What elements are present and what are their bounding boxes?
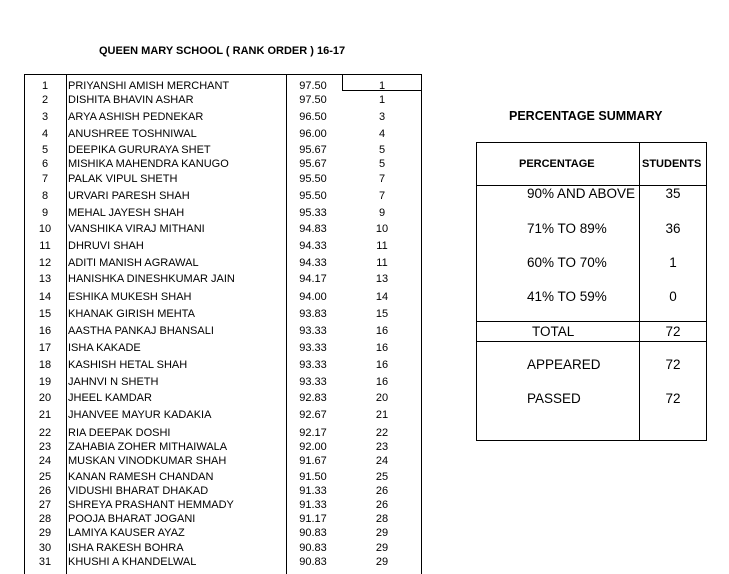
student-rank: 14 <box>375 291 389 303</box>
summary-row-label: 41% TO 59% <box>527 289 607 304</box>
summary-appeared-value: 72 <box>665 357 681 372</box>
student-percentage: 91.33 <box>299 485 327 497</box>
summary-header-students: STUDENTS <box>642 158 702 170</box>
student-percentage: 92.83 <box>299 392 327 404</box>
row-number: 21 <box>38 409 52 421</box>
summary-row-value: 0 <box>669 289 677 304</box>
row-number: 15 <box>38 308 52 320</box>
student-name: KHANAK GIRISH MEHTA <box>68 308 195 320</box>
student-rank: 7 <box>378 190 386 202</box>
student-rank: 29 <box>375 556 389 568</box>
student-rank: 13 <box>375 273 389 285</box>
row-number: 14 <box>38 291 52 303</box>
student-name: ARYA ASHISH PEDNEKAR <box>68 111 204 123</box>
student-name: KANAN RAMESH CHANDAN <box>68 471 214 483</box>
student-rank: 26 <box>375 485 389 497</box>
student-rank: 29 <box>375 542 389 554</box>
student-percentage: 92.17 <box>299 427 327 439</box>
row-number: 18 <box>38 359 52 371</box>
student-name: KHUSHI A KHANDELWAL <box>68 556 197 568</box>
row-number: 6 <box>41 158 49 170</box>
student-rank: 25 <box>375 471 389 483</box>
summary-divider <box>476 341 707 342</box>
student-name: JAHNVI N SHETH <box>68 376 159 388</box>
student-rank: 29 <box>375 527 389 539</box>
student-percentage: 90.83 <box>299 556 327 568</box>
student-name: ISHA RAKESH BOHRA <box>68 542 184 554</box>
student-percentage: 97.50 <box>299 80 327 92</box>
student-percentage: 93.33 <box>299 342 327 354</box>
row-number: 25 <box>38 471 52 483</box>
row-number: 24 <box>38 455 52 467</box>
summary-column-divider <box>639 142 640 441</box>
student-rank: 16 <box>375 376 389 388</box>
student-percentage: 95.50 <box>299 190 327 202</box>
row-number: 11 <box>39 240 51 252</box>
student-name: DHRUVI SHAH <box>68 240 144 252</box>
row-number: 31 <box>38 556 52 568</box>
student-name: JHANVEE MAYUR KADAKIA <box>68 409 212 421</box>
student-rank: 3 <box>378 111 386 123</box>
student-percentage: 97.50 <box>299 94 327 106</box>
student-percentage: 91.17 <box>299 513 327 525</box>
row-number: 26 <box>38 485 52 497</box>
summary-appeared-label: APPEARED <box>527 357 601 372</box>
summary-row-label: 60% TO 70% <box>527 255 607 270</box>
student-name: ISHA KAKADE <box>68 342 141 354</box>
row-number: 10 <box>38 223 52 235</box>
student-percentage: 96.00 <box>299 128 327 140</box>
row-number: 28 <box>38 513 52 525</box>
student-percentage: 91.50 <box>299 471 327 483</box>
student-name: KASHISH HETAL SHAH <box>68 359 188 371</box>
summary-header-percentage: PERCENTAGE <box>519 158 595 170</box>
student-rank: 10 <box>375 223 389 235</box>
student-rank: 23 <box>375 441 389 453</box>
row-number: 12 <box>38 257 52 269</box>
row-number: 20 <box>38 392 52 404</box>
student-name: ANUSHREE TOSHNIWAL <box>68 128 197 140</box>
student-percentage: 96.50 <box>299 111 327 123</box>
student-percentage: 94.33 <box>299 257 327 269</box>
student-name: ZAHABIA ZOHER MITHAIWALA <box>68 441 228 453</box>
student-name: DISHITA BHAVIN ASHAR <box>68 94 194 106</box>
row-number: 30 <box>38 542 52 554</box>
student-name: URVARI PARESH SHAH <box>68 190 190 202</box>
student-name: RIA DEEPAK DOSHI <box>68 427 171 439</box>
student-percentage: 93.33 <box>299 359 327 371</box>
student-percentage: 94.17 <box>299 273 327 285</box>
student-name: JHEEL KAMDAR <box>68 392 152 404</box>
student-percentage: 94.33 <box>299 240 327 252</box>
student-rank: 1 <box>378 94 386 106</box>
student-rank: 20 <box>375 392 389 404</box>
row-number: 4 <box>41 128 49 140</box>
row-number: 19 <box>38 376 52 388</box>
student-percentage: 91.67 <box>299 455 327 467</box>
student-name: DEEPIKA GURURAYA SHET <box>68 144 211 156</box>
row-number: 13 <box>38 273 52 285</box>
student-name: VIDUSHI BHARAT DHAKAD <box>68 485 209 497</box>
student-rank: 24 <box>375 455 389 467</box>
student-name: AASTHA PANKAJ BHANSALI <box>68 325 214 337</box>
student-percentage: 95.50 <box>299 173 327 185</box>
summary-row-value: 1 <box>669 255 677 270</box>
summary-row-label: 90% AND ABOVE <box>527 186 636 201</box>
summary-passed-label: PASSED <box>527 391 581 406</box>
student-rank: 15 <box>375 308 389 320</box>
row-number: 2 <box>41 94 49 106</box>
summary-title: PERCENTAGE SUMMARY <box>509 109 663 123</box>
student-rank: 7 <box>378 173 386 185</box>
row-number: 8 <box>41 190 49 202</box>
summary-total-value: 72 <box>665 324 681 339</box>
student-rank: 5 <box>378 158 386 170</box>
row-number: 16 <box>38 325 52 337</box>
student-percentage: 95.67 <box>299 144 327 156</box>
student-name: SHREYA PRASHANT HEMMADY <box>68 499 234 511</box>
row-number: 22 <box>38 427 52 439</box>
student-percentage: 93.83 <box>299 308 327 320</box>
student-rank: 5 <box>378 144 386 156</box>
summary-row-value: 36 <box>665 221 681 236</box>
row-number: 9 <box>41 207 49 219</box>
row-number: 27 <box>38 499 52 511</box>
student-name: VANSHIKA VIRAJ MITHANI <box>68 223 205 235</box>
student-name: PALAK VIPUL SHETH <box>68 173 178 185</box>
student-percentage: 93.33 <box>299 325 327 337</box>
student-percentage: 93.33 <box>299 376 327 388</box>
student-rank: 16 <box>375 342 389 354</box>
column-divider <box>286 74 287 574</box>
student-name: MISHIKA MAHENDRA KANUGO <box>68 158 229 170</box>
student-rank: 4 <box>378 128 386 140</box>
summary-total-label: TOTAL <box>532 324 575 339</box>
student-percentage: 92.67 <box>299 409 327 421</box>
row-number: 17 <box>38 342 52 354</box>
student-rank: 28 <box>375 513 389 525</box>
student-rank: 16 <box>375 359 389 371</box>
row-number: 7 <box>41 173 49 185</box>
student-rank: 16 <box>375 325 389 337</box>
column-divider <box>66 74 67 574</box>
summary-divider <box>476 321 707 322</box>
student-percentage: 95.33 <box>299 207 327 219</box>
student-rank: 26 <box>375 499 389 511</box>
student-percentage: 94.00 <box>299 291 327 303</box>
student-percentage: 95.67 <box>299 158 327 170</box>
student-rank: 11 <box>376 240 388 252</box>
student-name: LAMIYA KAUSER AYAZ <box>68 527 185 539</box>
student-percentage: 94.83 <box>299 223 327 235</box>
row-number: 3 <box>41 111 49 123</box>
student-name: ADITI MANISH AGRAWAL <box>68 257 199 269</box>
student-name: PRIYANSHI AMISH MERCHANT <box>68 80 230 92</box>
row-number: 29 <box>38 527 52 539</box>
student-rank: 22 <box>375 427 389 439</box>
row-number: 5 <box>41 144 49 156</box>
summary-passed-value: 72 <box>665 391 681 406</box>
student-percentage: 90.83 <box>299 527 327 539</box>
student-rank: 1 <box>378 80 386 92</box>
student-name: MEHAL JAYESH SHAH <box>68 207 185 219</box>
page-title: QUEEN MARY SCHOOL ( RANK ORDER ) 16-17 <box>99 45 346 57</box>
student-rank: 11 <box>376 257 388 269</box>
summary-row-value: 35 <box>665 186 681 201</box>
summary-row-label: 71% TO 89% <box>527 221 607 236</box>
student-name: ESHIKA MUKESH SHAH <box>68 291 192 303</box>
student-name: POOJA BHARAT JOGANI <box>68 513 196 525</box>
student-name: HANISHKA DINESHKUMAR JAIN <box>68 273 235 285</box>
row-number: 1 <box>41 80 49 92</box>
student-rank: 21 <box>375 409 389 421</box>
row-number: 23 <box>38 441 52 453</box>
student-name: MUSKAN VINODKUMAR SHAH <box>68 455 227 467</box>
student-rank: 9 <box>378 207 386 219</box>
student-percentage: 91.33 <box>299 499 327 511</box>
student-percentage: 90.83 <box>299 542 327 554</box>
student-percentage: 92.00 <box>299 441 327 453</box>
